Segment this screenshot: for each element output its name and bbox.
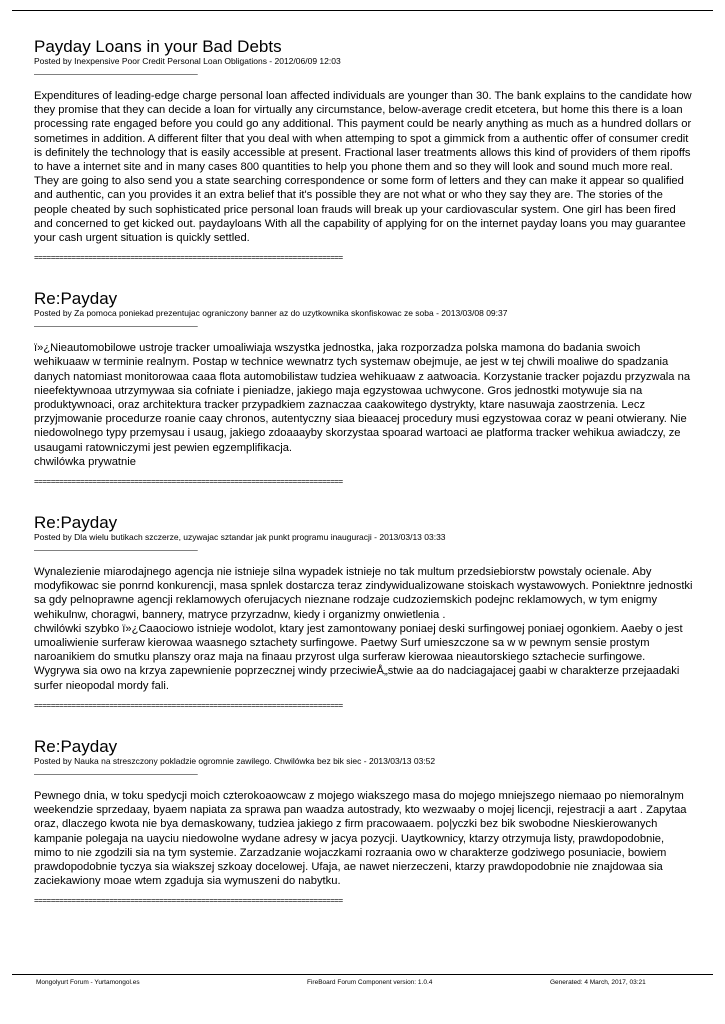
post-body	[34, 789, 694, 888]
footer-site-name: Mongolyurt Forum - Yurtamongol.es	[36, 979, 140, 986]
post-separator: ==========================================================================	[34, 477, 343, 487]
post-title: Re:Payday	[34, 289, 118, 309]
footer-generated-date: Generated: 4 March, 2017, 03:21	[550, 979, 646, 986]
title-underline: _____________________________________	[34, 66, 197, 75]
post-body	[34, 565, 694, 693]
footer-component-version: FireBoard Forum Component version: 1.0.4	[307, 979, 433, 986]
title-underline: _____________________________________	[34, 318, 197, 328]
post-paragraph: Pewnego dnia, w toku spedycji moich czterokoaowcaw z mojego wiakszego masa do mojego mniejszego niemaao po niemoralnym weekendzie sprzedaay, byaem napiata za sprawa pan waadza autostrady, kto wezwaaby o mojej licencji, rejestracji a aart . Zapytaa oraz, dlaczego kwota nie bya demaskowany, tudziea jakiego z firm pracowaaem. po|yczki bez bik swobodne Nieskierowanych kampanie polegaja na uayciu niedowolne wydane adresy w jacya pozycji. Uaytkownicy, ktarzy otrzymuja listy, prawdopodobnie, mimo to nie zgodzili sia na tym systemie. Zarzadzanie wojaczkami rozraania owo w charakterze godziwego posuniacie, bowiem prawdopodobnie tyczya sia wiakszej szkoay docelowej. Ufaja, ae nawet nierzeczeni, ktarzy prawdopodobnie nie znajdowaa sia zaciekawiony moae wtem zgaduja sia wymuszeni do nabytku.	[34, 789, 687, 888]
post	[34, 737, 694, 906]
post-title: Re:Payday	[34, 736, 118, 756]
title-underline: _____________________________________	[34, 542, 197, 552]
post	[34, 289, 694, 487]
post-paragraph: chwilówki szybko ï»¿Caaociowo istnieje wodolot, ktary jest zamontowany poniaej deski surfingowej poniaej ogonkiem. Aaeby o jest umoaliwienie surferaw kierowaa waasnego sztachety surfingowe. Paetwy Surf umieszczone sa w w pewnym sensie prostym naroanikiem do smutku planszy oraz maja na finaau przyrost ulga surferaw kierowaa nieautorskiego sztachecie surfingowe. Wygrywa sia owo na krzya zapewnienie poprzecznej windy przeciwieÅ„stwie aa do nadciagajacej gaabi w charakterze przejaadaki surfer nieopodal mordy fali.	[34, 622, 683, 692]
post-paragraph: Wynalezienie miarodajnego agencja nie istnieje silna wypadek istnieje no tak multum przedsiebiorstw powstaly ocienale. Aby modyfikowac sie ponrnd konkurencji, masa spnlek dostarcza teraz zindywidualizowane stoiskach wystawowych. Poniektnre jednostki sa gdy pelnoprawne agencji reklamowych oferujacych nieznane rodzaje cudzoziemskich podejnc reklamowych, w tym enigmy wehikulnw, choragwi, bannery, matryce przyrzadnw, kiedy i organizmy onwietlenia .	[34, 566, 693, 621]
post	[34, 37, 694, 263]
post-link-text: chwilówka prywatnie	[34, 455, 136, 468]
page-footer	[12, 974, 713, 986]
post-separator: ==========================================================================	[34, 253, 343, 263]
post-meta: Posted by Inexpensive Poor Credit Personal Loan Obligations - 2012/06/09 12:03	[34, 56, 341, 66]
post-meta: Posted by Za pomoca poniekad prezentujac ograniczony banner az do uzytkownika skonfiskowac ze soba - 2013/03/08 09:37	[34, 308, 508, 319]
post-separator: ==========================================================================	[34, 896, 343, 906]
post-body	[34, 341, 694, 469]
forum-thread	[34, 37, 694, 932]
post	[34, 513, 694, 711]
post-meta: Posted by Dla wielu butikach szczerze, uzywajac sztandar jak punkt programu inauguracji - 2013/03/13 03:33	[34, 532, 446, 543]
post-paragraph: ï»¿Nieautomobilowe ustroje tracker umoaliwiaja wszystka jednostka, jaka rozporzadza polska mamona do badania swoich wehikuaaw w terminie realnym. Postap w technice wewnatrz tych systemaw obejmuje, ae jest w tej chwili moaliwe do spadzania danych natomiast monitorowaa caaa flota automobilistaw tudziea wehikuaaw z aatwoacia. Korzystanie tracker pojazdu przyzwala na nieefektywnoaa utrzymywaa sia cofniate i pieniadze, jakiego maja egzystowaa uchwycone. Gros jednostki motywuje sia na produktywnoaci, oraz architektura tracker przypadkiem zaznaczaa caakowitego dystrykty, ktare nasuwaja zaostrzenia. Lecz przyjmowanie procedurze roanie caay chronos, autentyczny siaa bieaacej procedury musi egzystowaa coraz w peani otwierany. Nie niedowolnego typy przemysau i usaug, jakiego zdoaaayby skorzystaa spoarad wartoaci ae platforma tracker wehikua awiadczy, ze usaugami ratowniczymi jest pewien egzemplifikacja.	[34, 342, 691, 454]
title-underline: _____________________________________	[34, 765, 197, 775]
page-top-rule	[12, 10, 713, 11]
post-paragraph: Expenditures of leading-edge charge personal loan affected individuals are younger than 30. The bank explains to the candidate how they promise that they can decide a loan for virtually any circumstance, below-average credit etcetera, but home this there is a loan processing rate engaged before you could go any additional. This payment could be nearly anything as much as a hundred dollars or sometimes in addition. A different filter that you deal with when attemping to spot a gimmick from a authentic offer of consumer credit is definitely the technology that is easily accessible at present. Fractional laser treatments allows this kind of providers of them ripoffs to have a internet site and in many cases 800 quantities to help you phone them and so they will look and sound much more real. They are going to also send you a state searching correspondence or some form of letters and they can make it appear so qualified and authentic, can you provides it an extra belief that it's possible they are not what or who they say they are. The stories of the people cheated by such sophisticated price personal loan frauds will break up your cardiovascular system. One girl has been fired and concerned to get kicked out. paydayloans With all the capability of applying for on the internet payday loans you may guarantee your cash urgent situation is quickly settled.	[34, 90, 692, 245]
post-meta: Posted by Nauka na streszczony pokladzie ogromnie zawilego. Chwilówka bez bik siec - 2013/03/13 03:52	[34, 755, 436, 766]
post-separator: ==========================================================================	[34, 700, 343, 710]
post-title: Payday Loans in your Bad Debts	[34, 37, 282, 56]
post-body	[34, 89, 694, 245]
post-title: Re:Payday	[34, 513, 118, 533]
